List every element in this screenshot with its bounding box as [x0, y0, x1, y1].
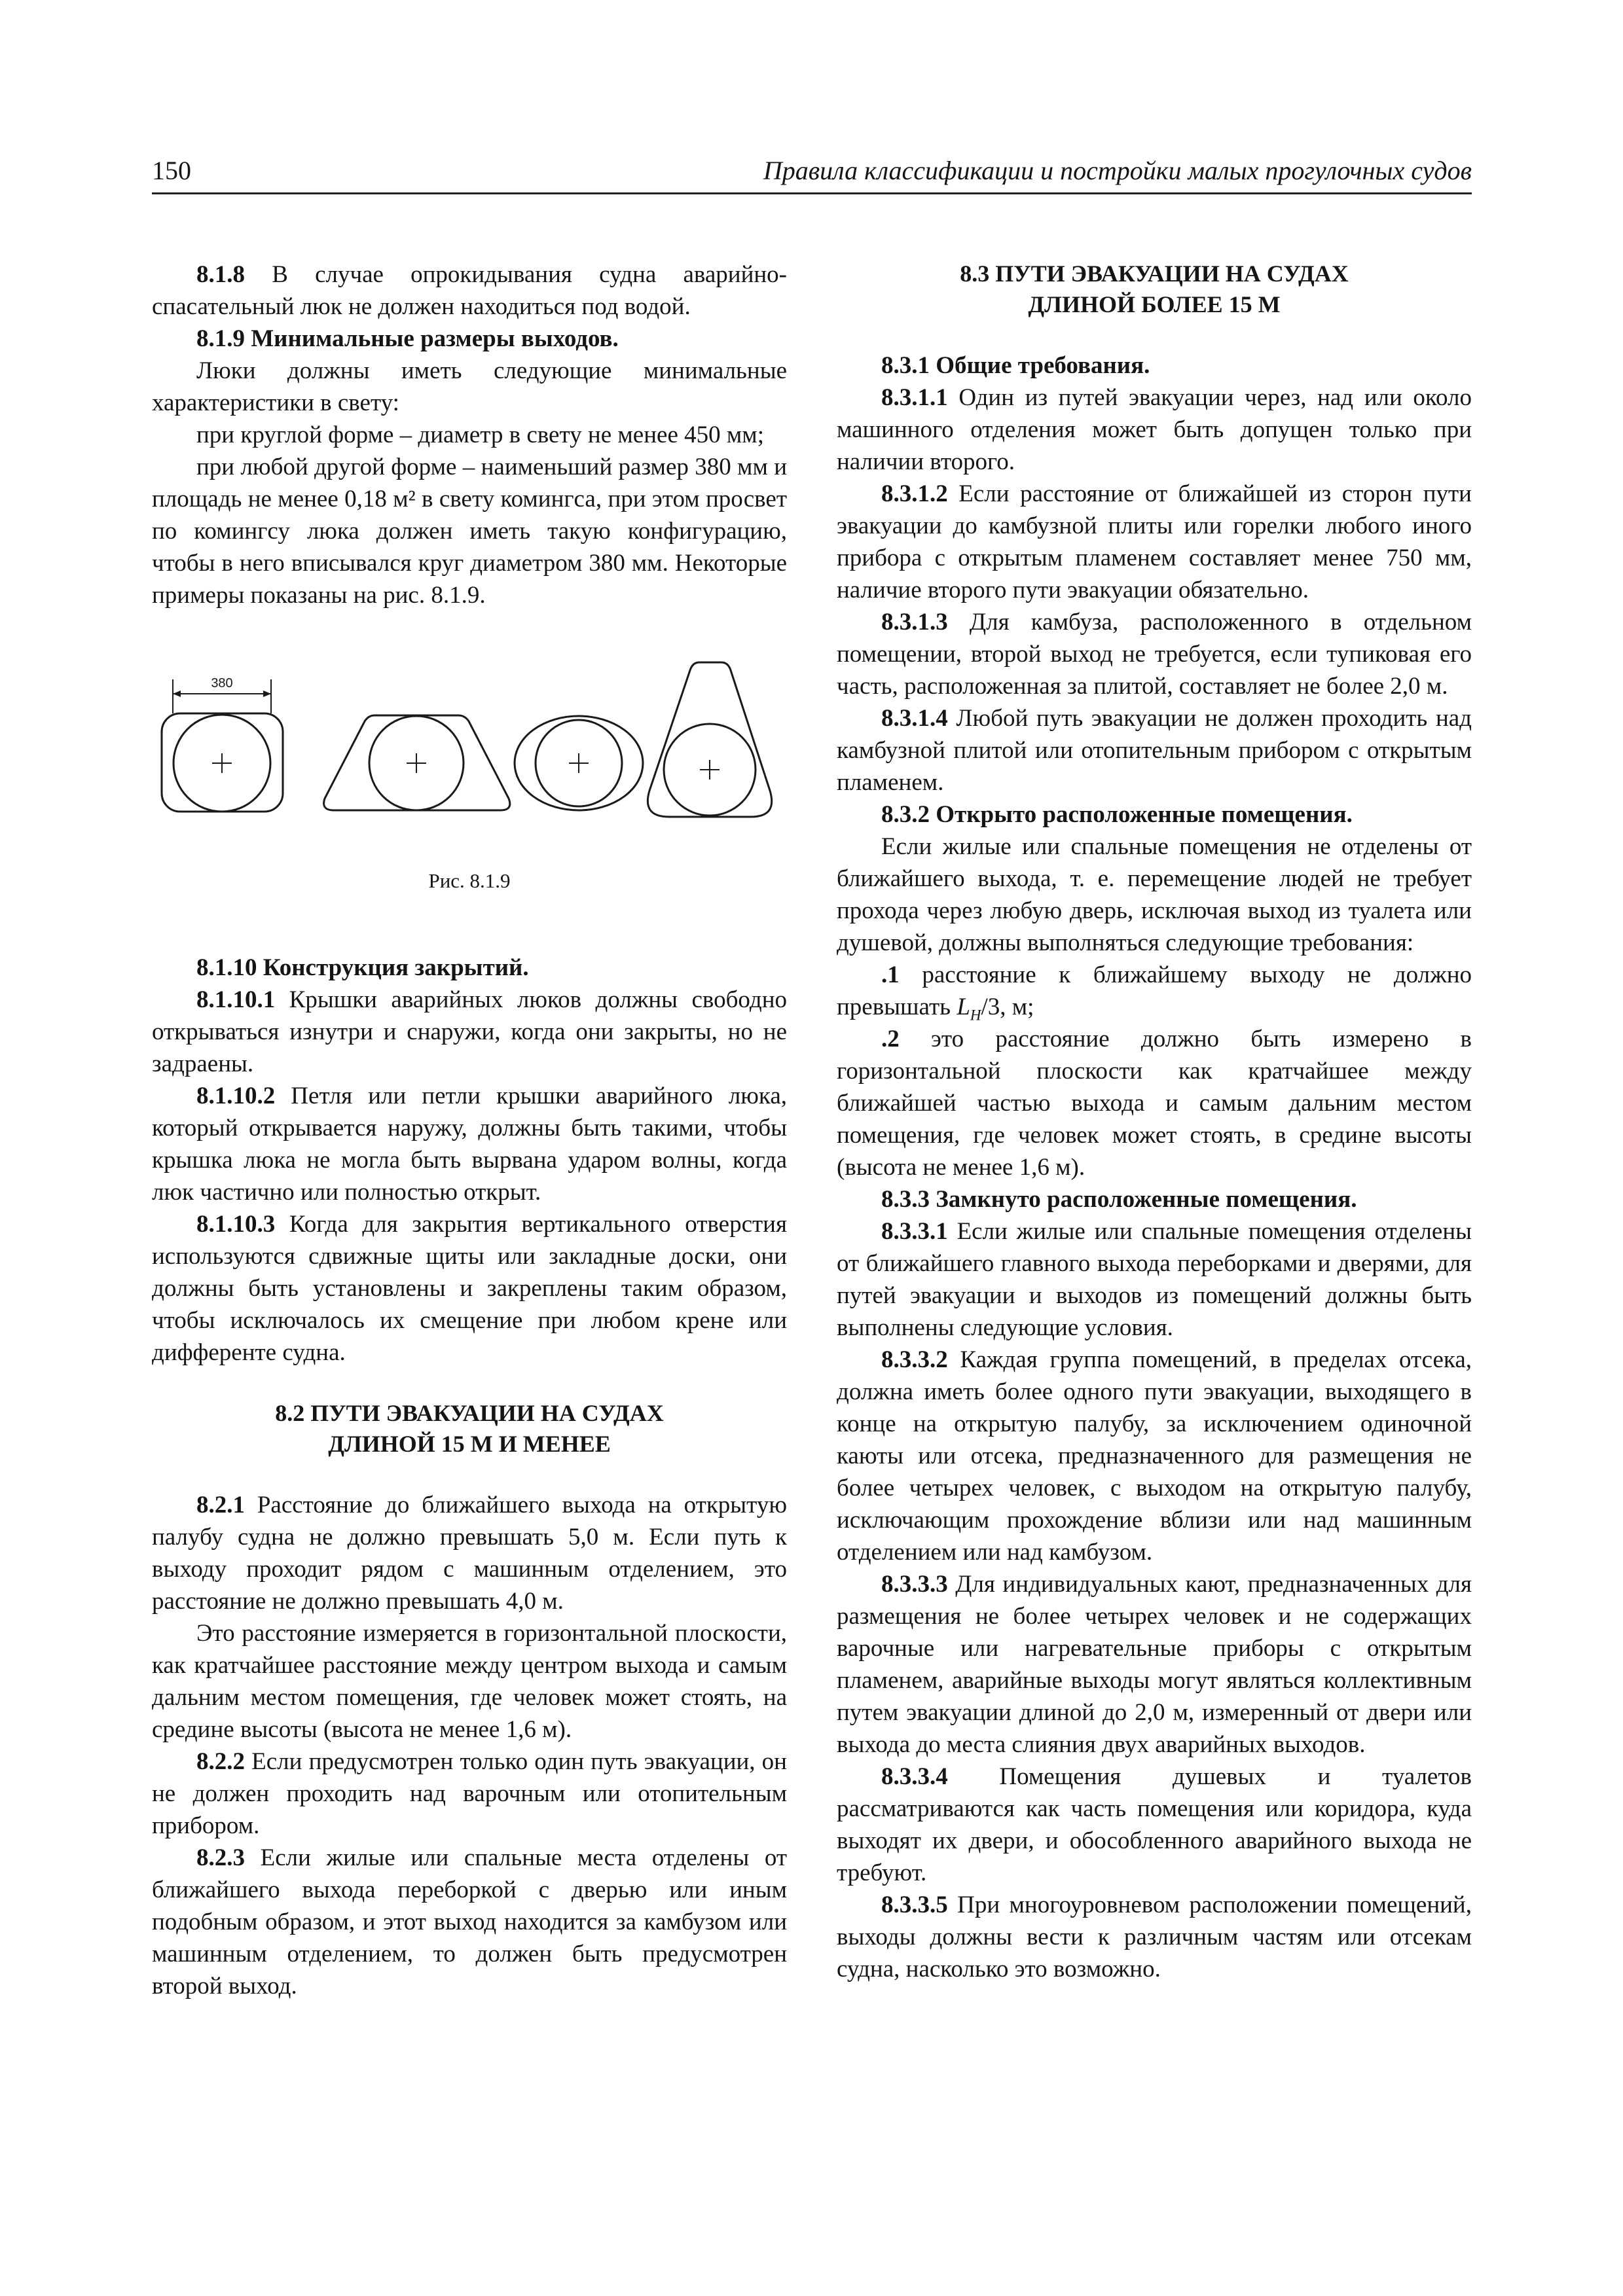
- page-number: 150: [152, 156, 191, 185]
- subheading-8-3-1: 8.3.1 Общие требования.: [881, 352, 1150, 379]
- clause-number: 8.3.1.2: [881, 480, 948, 507]
- clause-text: В случае опрокидывания судна аварийно-спасательный люк не должен находиться под водой.: [152, 261, 787, 320]
- clause-text: Крышки аварийных люков должны свободно открываться изнутри и снаружи, когда они закрыты, но не задраены.: [152, 986, 787, 1077]
- clause-text: Каждая группа помещений, в пределах отсека, должна иметь более одного пути эвакуации, выходящего в конце на открытую палубу, за исключением одиночной каюты или отсека, предназначенного для размещения не более четырех человек, с выходом на открытую палубу, исключающим прохождение вблизи или над машинным отделением или над камбузом.: [837, 1346, 1472, 1566]
- paragraph-8-3-3-5: [837, 1889, 1472, 1985]
- clause-text: Если предусмотрен только один путь эвакуации, он не должен проходить над варочным или отопительным прибором.: [152, 1748, 787, 1839]
- dimension-label: 380: [211, 676, 233, 691]
- clause-number: 8.3.3.5: [881, 1892, 948, 1918]
- clause-number: 8.1.10.3: [196, 1211, 276, 1238]
- paragraph-8-3-1-4: [837, 702, 1472, 798]
- clause-text: Если жилые или спальные места отделены от ближайшего выхода переборкой с дверью или иным подобным образом, и этот выход находится за камбузом или машинным отделением, то должен быть предусмотрен второй выход.: [152, 1844, 787, 2000]
- paragraph-8-1-9-round: при круглой форме – диаметр в свету не менее 450 мм;: [196, 422, 764, 448]
- clause-text: Петля или петли крышки аварийного люка, который открывается наружу, должны быть такими, чтобы крышка люка не могла быть вырвана ударом волны, когда люк частично или полностью открыт.: [152, 1083, 787, 1206]
- item-number: .1: [881, 961, 900, 988]
- formula-subscript: H: [970, 1007, 981, 1024]
- paragraph-8-1-9-intro: Люки должны иметь следующие минимальные характеристики в свету:: [152, 357, 787, 416]
- clause-text: Один из путей эвакуации через, над или около машинного отделения может быть допущен только при наличии второго.: [837, 384, 1472, 475]
- formula-tail: /3, м;: [981, 994, 1034, 1020]
- item-number: .2: [881, 1026, 900, 1052]
- elliptical-hatch-shape: [515, 716, 643, 810]
- triangular-hatch-shape: [647, 662, 771, 817]
- clause-number: 8.3.3.2: [881, 1346, 948, 1373]
- clause-number: 8.1.10.1: [196, 986, 276, 1013]
- clause-number: 8.2.2: [196, 1748, 245, 1775]
- paragraph-8-2-2: [152, 1746, 787, 1842]
- clause-text: Расстояние до ближайшего выхода на открытую палубу судна не должно превышать 5,0 м. Если путь к выходу проходит рядом с машинным отделением, это расстояние не должно превышать 4,0 м.: [152, 1492, 787, 1615]
- paragraph-8-3-3-3: [837, 1568, 1472, 1761]
- running-title: Правила классификации и постройки малых прогулочных судов: [763, 156, 1472, 185]
- paragraph-8-3-2-intro: Если жилые или спальные помещения не отделены от ближайшего выхода, т. е. перемещение людей не требует прохода через любую дверь, исключая выход из туалета или душевой, должны выполняться следующие требования:: [837, 833, 1472, 956]
- section-8-2-title-line2: ДЛИНОЙ 15 М И МЕНЕЕ: [328, 1431, 611, 1457]
- section-8-3-title-line1: 8.3 ПУТИ ЭВАКУАЦИИ НА СУДАХ: [960, 260, 1349, 287]
- clause-text: Когда для закрытия вертикального отверстия используются сдвижные щиты или закладные доски, они должны быть установлены и закреплены таким образом, чтобы исключалось их смещение при любом крене или дифференте судна.: [152, 1211, 787, 1366]
- paragraph-8-3-3-4: [837, 1761, 1472, 1889]
- paragraph-8-3-2-item2: [837, 1023, 1472, 1183]
- clause-text: Для индивидуальных кают, предназначенных для размещения не более четырех человек и не содержащих варочные или нагревательные приборы с открытым пламенем, аварийные выходы могут являться коллективным путем эвакуации длиной до 2,0 м, измеренный от двери или выхода до места слияния двух аварийных выходов.: [837, 1571, 1472, 1758]
- figure-8-1-9: [152, 653, 787, 906]
- section-8-2-title-line1: 8.2 ПУТИ ЭВАКУАЦИИ НА СУДАХ: [275, 1400, 664, 1426]
- rectangular-hatch-shape: [162, 679, 283, 812]
- subheading-8-1-9: 8.1.9 Минимальные размеры выходов.: [196, 325, 619, 352]
- clause-number: 8.3.3.1: [881, 1218, 948, 1245]
- clause-number: 8.3.1.1: [881, 384, 948, 411]
- paragraph-8-1-9-other: при любой другой форме – наименьший размер 380 мм и площадь не менее 0,18 м² в свету комингса, при этом просвет по комингсу люка должен иметь такую конфигурацию, чтобы в него вписывался круг диаметром 380 мм. Некоторые примеры показаны на рис. 8.1.9.: [152, 454, 787, 609]
- subheading-8-1-10: 8.1.10 Конструкция закрытий.: [196, 954, 529, 981]
- right-column: [837, 259, 1472, 1985]
- clause-number: 8.2.3: [196, 1844, 245, 1871]
- paragraph-8-3-3-1: [837, 1215, 1472, 1344]
- clause-text: Любой путь эвакуации не должен проходить над камбузной плитой или отопительным прибором с открытым пламенем.: [837, 705, 1472, 796]
- clause-number: 8.3.3.4: [881, 1763, 948, 1790]
- paragraph-8-1-10-2: [152, 1080, 787, 1208]
- paragraph-8-2-1: [152, 1489, 787, 1617]
- paragraph-8-3-1-1: [837, 382, 1472, 478]
- hatch-shapes-diagram: [152, 653, 787, 843]
- paragraph-8-1-10-3: [152, 1208, 787, 1369]
- paragraph-8-3-2-item1: [837, 959, 1472, 1023]
- clause-number: 8.2.1: [196, 1492, 245, 1518]
- clause-number: 8.1.8: [196, 261, 245, 288]
- figure-caption: Рис. 8.1.9: [428, 869, 511, 892]
- formula-variable: L: [957, 994, 970, 1020]
- clause-number: 8.1.10.2: [196, 1083, 276, 1109]
- clause-text: Для камбуза, расположенного в отдельном помещении, второй выход не требуется, если тупиковая его часть, расположенная за плитой, составляет не более 2,0 м.: [837, 609, 1472, 700]
- trapezoid-hatch-shape: [324, 715, 510, 810]
- clause-number: 8.3.1.4: [881, 705, 948, 732]
- paragraph-8-1-10-1: [152, 984, 787, 1080]
- subheading-8-3-2: 8.3.2 Открыто расположенные помещения.: [881, 801, 1353, 828]
- clause-text: Помещения душевых и туалетов рассматриваются как часть помещения или коридора, куда выходят их двери, и обособленного аварийного выхода не требуют.: [837, 1763, 1472, 1886]
- paragraph-8-3-1-3: [837, 606, 1472, 702]
- item-text: расстояние к ближайшему выходу не должно превышать: [837, 961, 1472, 1020]
- clause-text: При многоуровневом расположении помещений, выходы должны вести к различным частям или отсекам судна, насколько это возможно.: [837, 1892, 1472, 1982]
- page-header: [152, 152, 1472, 194]
- paragraph-8-1-8: [152, 259, 787, 323]
- paragraph-8-2-1-cont: Это расстояние измеряется в горизонтальной плоскости, как кратчайшее расстояние между центром выхода и самым дальним местом помещения, где человек может стоять, на средине высоты (высота не менее 1,6 м).: [152, 1620, 787, 1743]
- paragraph-8-3-1-2: [837, 478, 1472, 606]
- paragraph-8-2-3: [152, 1842, 787, 2002]
- paragraph-8-3-3-2: [837, 1344, 1472, 1568]
- clause-number: 8.3.1.3: [881, 609, 948, 636]
- clause-text: Если жилые или спальные помещения отделены от ближайшего главного выхода переборками и дверями, для путей эвакуации и выходов из помещений должны быть выполнены следующие условия.: [837, 1218, 1472, 1341]
- subheading-8-3-3: 8.3.3 Замкнуто расположенные помещения.: [881, 1186, 1357, 1213]
- section-8-3-title-line2: ДЛИНОЙ БОЛЕЕ 15 М: [1028, 291, 1281, 317]
- clause-number: 8.3.3.3: [881, 1571, 948, 1598]
- item-text: это расстояние должно быть измерено в горизонтальной плоскости как кратчайшее между ближайшей частью выхода и самым дальним местом помещения, где человек может стоять, в средине высоты (высота не менее 1,6 м).: [837, 1026, 1472, 1181]
- clause-text: Если расстояние от ближайшей из сторон пути эвакуации до камбузной плиты или горелки любого иного прибора с открытым пламенем составляет менее 750 мм, наличие второго пути эвакуации обязательно.: [837, 480, 1472, 603]
- left-column: [152, 259, 787, 2002]
